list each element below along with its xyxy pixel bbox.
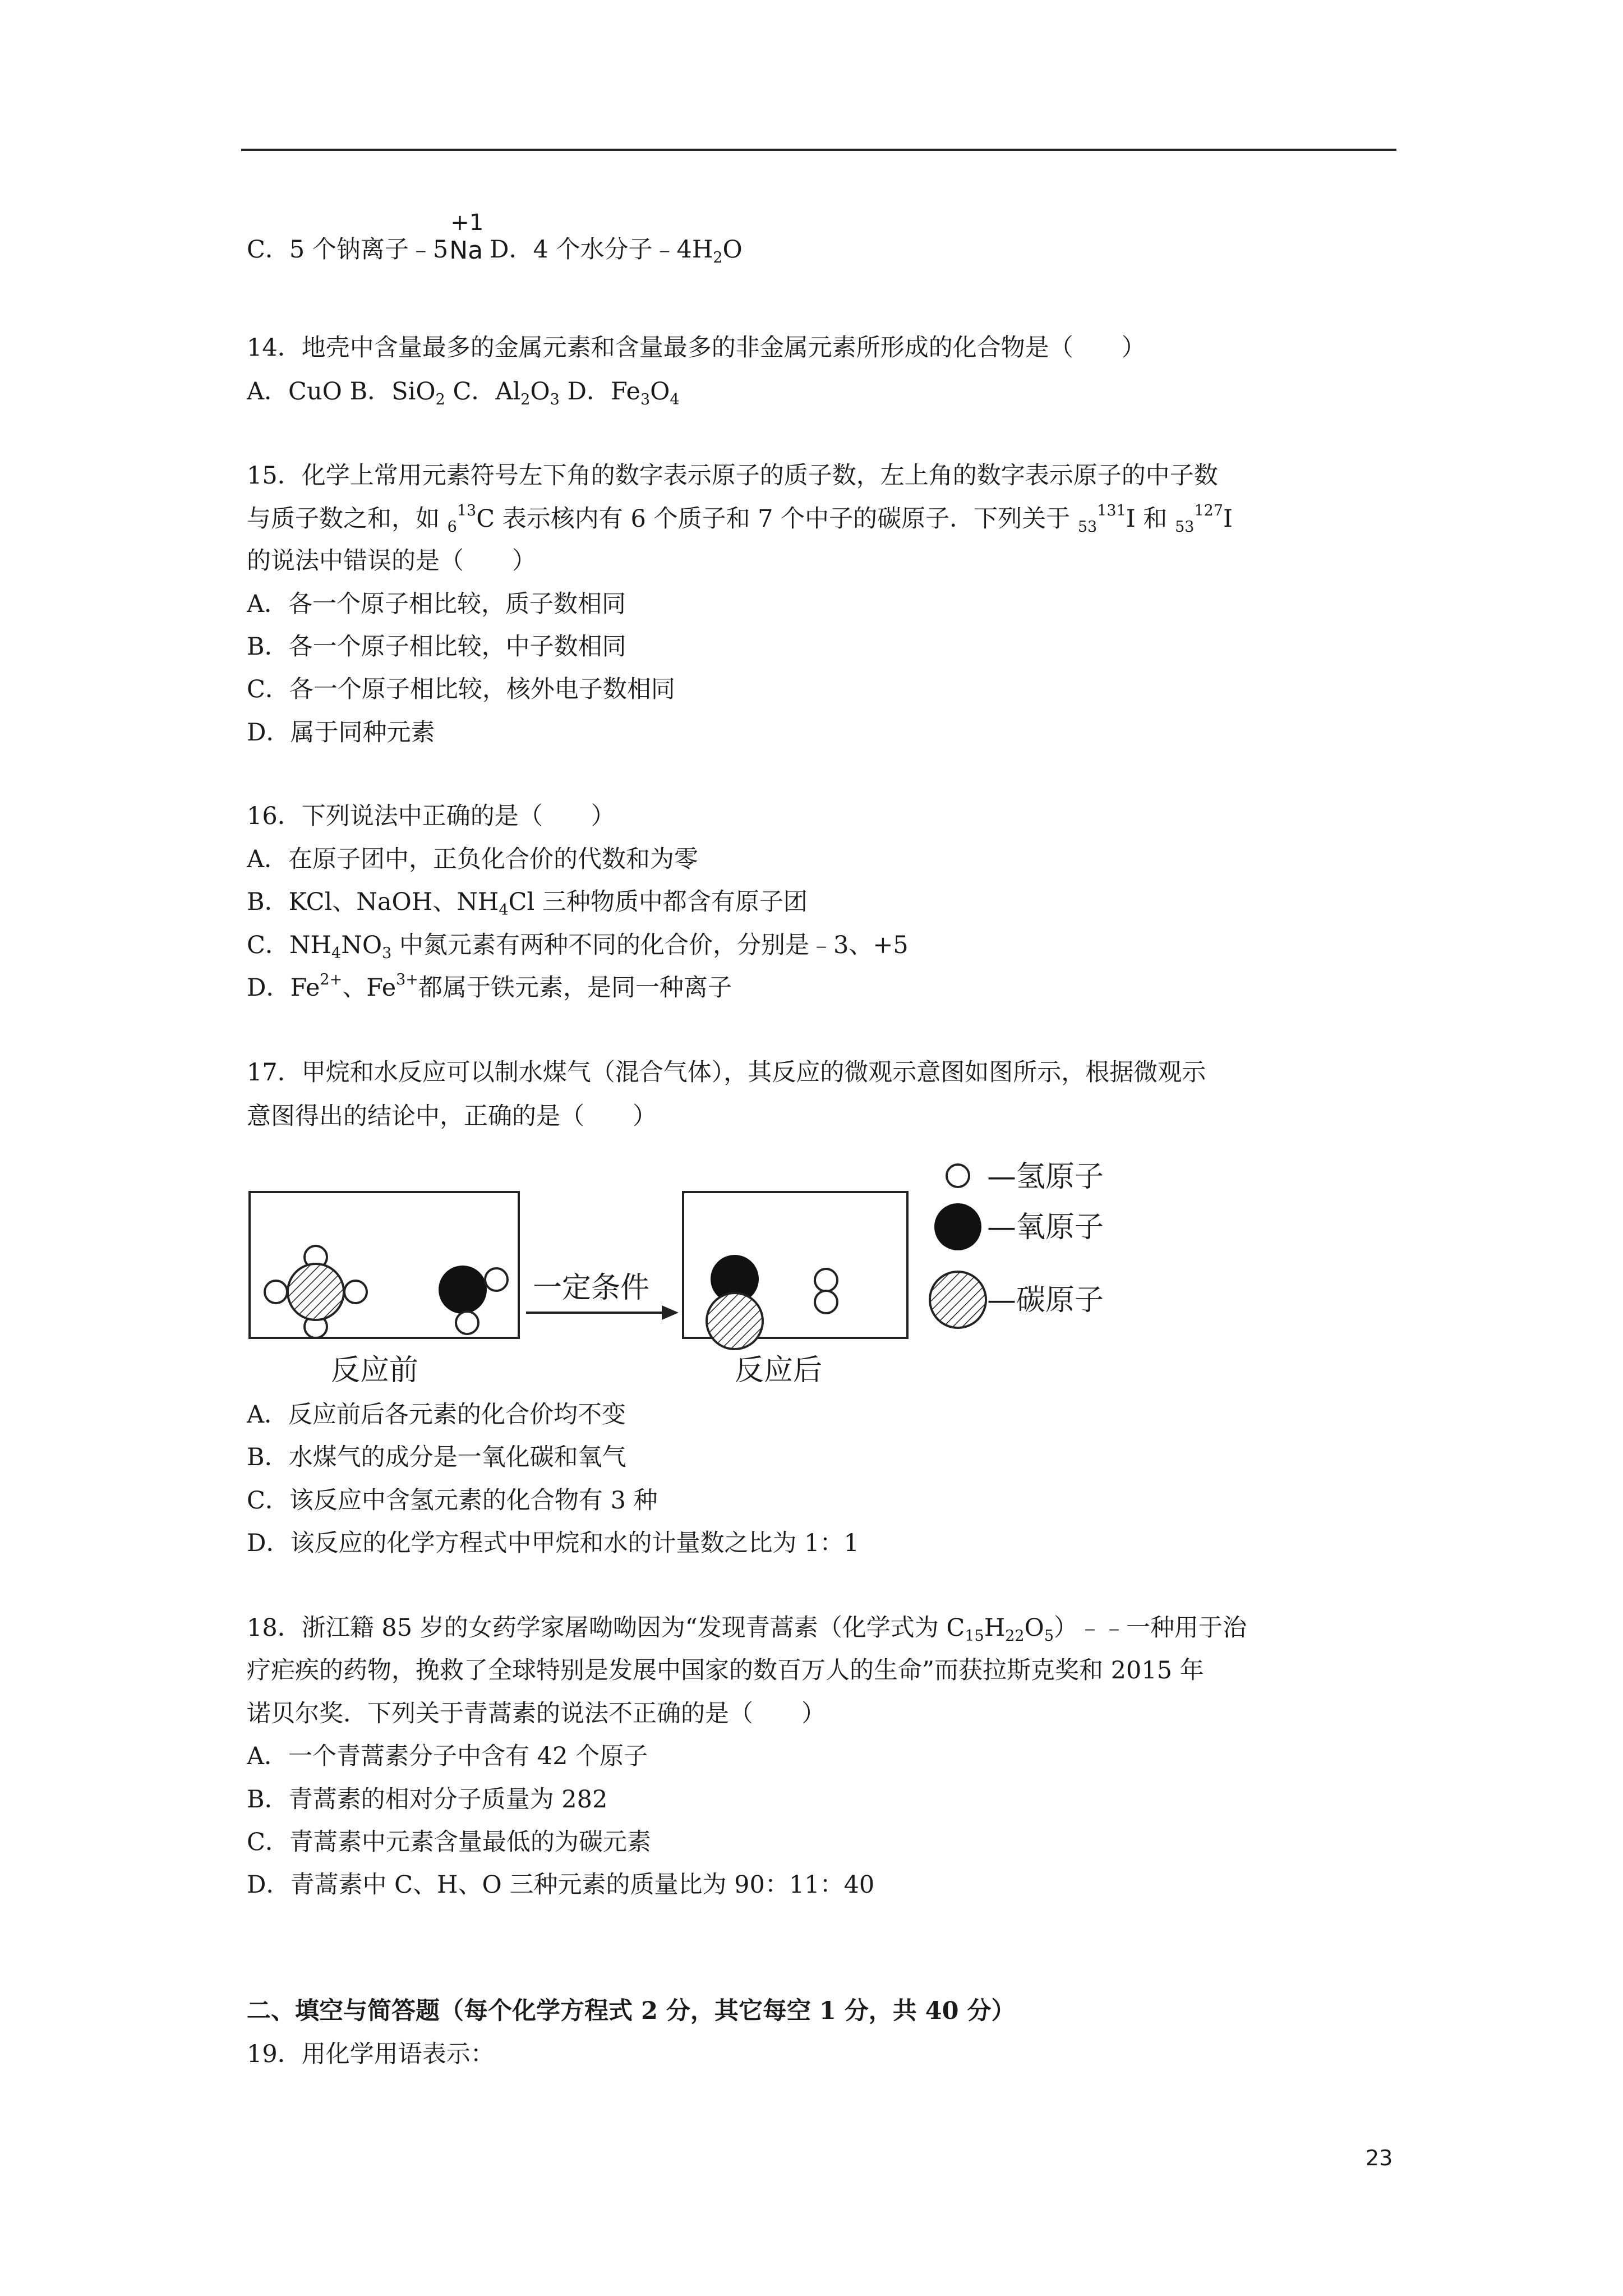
sodium-ion-symbol (448, 210, 484, 266)
q14-stem: 14．地壳中含量最多的金属元素和含量最多的非金属元素所形成的化合物是（ ） (247, 334, 1146, 362)
methane-molecule (265, 1246, 367, 1338)
arrow-head (662, 1305, 679, 1320)
q14-option-ab: A．CuO B．SiO (247, 378, 436, 406)
text: ）﹣﹣一种用于治 (1054, 1614, 1247, 1642)
text: O (1024, 1614, 1044, 1642)
text: 中氮元素有两种不同的化合价，分别是﹣3、+5 (391, 931, 909, 959)
carbon-atom (707, 1293, 763, 1349)
text: 、Fe (342, 974, 396, 1002)
carbon-atom (288, 1264, 344, 1320)
hydrogen-atom (815, 1269, 837, 1291)
formula-part: O (530, 378, 550, 406)
page-number: 23 (1366, 2146, 1393, 2170)
subscript: 4 (331, 945, 342, 962)
hydrogen-atom (815, 1291, 837, 1313)
text: 18．浙江籍 85 岁的女药学家屠呦呦因为“发现青蒿素（化学式为 C (247, 1614, 965, 1642)
legend-carbon: —碳原子 (987, 1283, 1104, 1317)
atomic-number: 53 (1175, 518, 1195, 536)
superscript: 2+ (320, 971, 343, 988)
subscript: 3 (550, 391, 560, 408)
text: I 和 (1126, 505, 1175, 533)
q16-option-c (247, 928, 909, 962)
hydrogen-legend-icon (947, 1165, 969, 1187)
text: I (1223, 505, 1233, 533)
q17-option-d: D．该反应的化学方程式中甲烷和水的计量数之比为 1：1 (247, 1529, 859, 1557)
section2-heading: 二、填空与简答题（每个化学方程式 2 分，其它每空 1 分，共 40 分） (247, 1997, 1016, 2025)
after-label: 反应后 (735, 1354, 823, 1387)
q15-stem-line1: 15．化学上常用元素符号左下角的数字表示原子的质子数，左上角的数字表示原子的中子数 (247, 462, 1218, 490)
water-molecule (439, 1266, 508, 1334)
q16-option-d (247, 971, 732, 1005)
text: 都属于铁元素，是同一种离子 (418, 974, 732, 1002)
q18-option-c: C．青蒿素中元素含量最低的为碳元素 (247, 1828, 651, 1856)
hydrogen-molecule (815, 1269, 837, 1313)
text: Cl 三种物质中都含有原子团 (508, 888, 808, 916)
formula-part: O (722, 236, 743, 264)
q15-option-b: B．各一个原子相比较，中子数相同 (247, 633, 626, 661)
hydrogen-atom (485, 1268, 508, 1291)
legend-oxygen: —氧原子 (987, 1211, 1104, 1244)
hydrogen-atom (265, 1281, 287, 1303)
q15-option-d: D．属于同种元素 (247, 719, 435, 747)
oxygen-legend-icon (934, 1203, 981, 1250)
atomic-number: 6 (447, 518, 457, 536)
text: D．Fe (247, 974, 320, 1002)
condition-label: 一定条件 (533, 1271, 650, 1305)
subscript: 22 (1005, 1627, 1025, 1645)
q15-option-c: C．各一个原子相比较，核外电子数相同 (247, 675, 675, 703)
mass-number: 131 (1097, 502, 1126, 519)
subscript: 2 (713, 249, 723, 266)
reaction-micro-diagram (241, 1153, 1166, 1388)
legend (930, 1160, 1104, 1328)
element-symbol: Na (449, 236, 483, 265)
mass-number: 127 (1194, 502, 1223, 519)
q18-option-a: A．一个青蒿素分子中含有 42 个原子 (247, 1742, 648, 1770)
text: 与质子数之和，如 (247, 505, 448, 533)
subscript: 15 (965, 1627, 984, 1645)
header-rule (241, 149, 1396, 151)
q18-stem-line1 (247, 1611, 1247, 1645)
q17-stem-line2: 意图得出的结论中，正确的是（ ） (247, 1102, 657, 1130)
q15-stem-line3: 的说法中错误的是（ ） (247, 547, 536, 575)
q15-option-a: A．各一个原子相比较，质子数相同 (247, 590, 626, 618)
text: B．KCl、NaOH、NH (247, 888, 499, 916)
q15-stem-line2 (247, 502, 1233, 536)
q13-option-d-text: D．4 个水分子﹣4H (482, 236, 713, 264)
subscript: 4 (670, 391, 680, 408)
oxygen-atom (439, 1266, 487, 1314)
subscript: 3 (382, 945, 392, 962)
q14-option-d: D．Fe (567, 378, 640, 406)
text: C．NH (247, 931, 332, 959)
carbon-monoxide-molecule (707, 1255, 763, 1349)
atomic-number: 53 (1077, 518, 1098, 536)
subscript: 4 (499, 901, 509, 919)
hydrogen-atom (456, 1312, 478, 1334)
carbon-legend-icon (930, 1272, 986, 1328)
q18-stem-line2: 疗疟疾的药物，挽救了全球特别是发展中国家的数百万人的生命”而获拉斯克奖和 2015 年 (247, 1657, 1204, 1685)
before-box (250, 1192, 519, 1338)
q17-option-a: A．反应前后各元素的化合价均不变 (247, 1401, 626, 1429)
text: C 表示核内有 6 个质子和 7 个中子的碳原子．下列关于 (476, 505, 1078, 533)
subscript: 2 (435, 391, 445, 408)
q17-option-b: B．水煤气的成分是一氧化碳和氧气 (247, 1443, 626, 1471)
subscript: 5 (1044, 1627, 1054, 1645)
before-label: 反应前 (331, 1354, 419, 1387)
subscript: 3 (640, 391, 651, 408)
q17-option-c: C．该反应中含氢元素的化合物有 3 种 (247, 1487, 658, 1515)
q14-options (247, 375, 680, 408)
formula-part: O (650, 378, 670, 406)
text: NO (341, 931, 382, 959)
q16-stem: 16．下列说法中正确的是（ ） (247, 802, 615, 830)
q16-option-b (247, 885, 808, 919)
superscript: 3+ (396, 971, 418, 988)
q18-stem-line3: 诺贝尔奖．下列关于青蒿素的说法不正确的是（ ） (247, 1700, 826, 1728)
subscript: 2 (520, 391, 531, 408)
q13-option-c-text: C．5 个钠离子﹣5 (247, 236, 449, 264)
hydrogen-atom (344, 1281, 367, 1303)
q18-option-d: D．青蒿素中 C、H、O 三种元素的质量比为 90：11：40 (247, 1871, 875, 1899)
text: H (984, 1614, 1006, 1642)
q14-option-c: C．Al (445, 378, 521, 406)
mass-number: 13 (457, 502, 477, 519)
q16-option-a: A．在原子团中，正负化合价的代数和为零 (247, 845, 699, 873)
q19-stem: 19．用化学用语表示： (247, 2040, 495, 2068)
q13-options-cd (247, 210, 743, 266)
q17-stem-line1: 17．甲烷和水反应可以制水煤气（混合气体），其反应的微观示意图如图所示，根据微观示 (247, 1059, 1206, 1087)
legend-hydrogen: —氢原子 (987, 1160, 1104, 1194)
q18-option-b: B．青蒿素的相对分子质量为 282 (247, 1786, 608, 1814)
valence-label: +1 (450, 210, 484, 236)
